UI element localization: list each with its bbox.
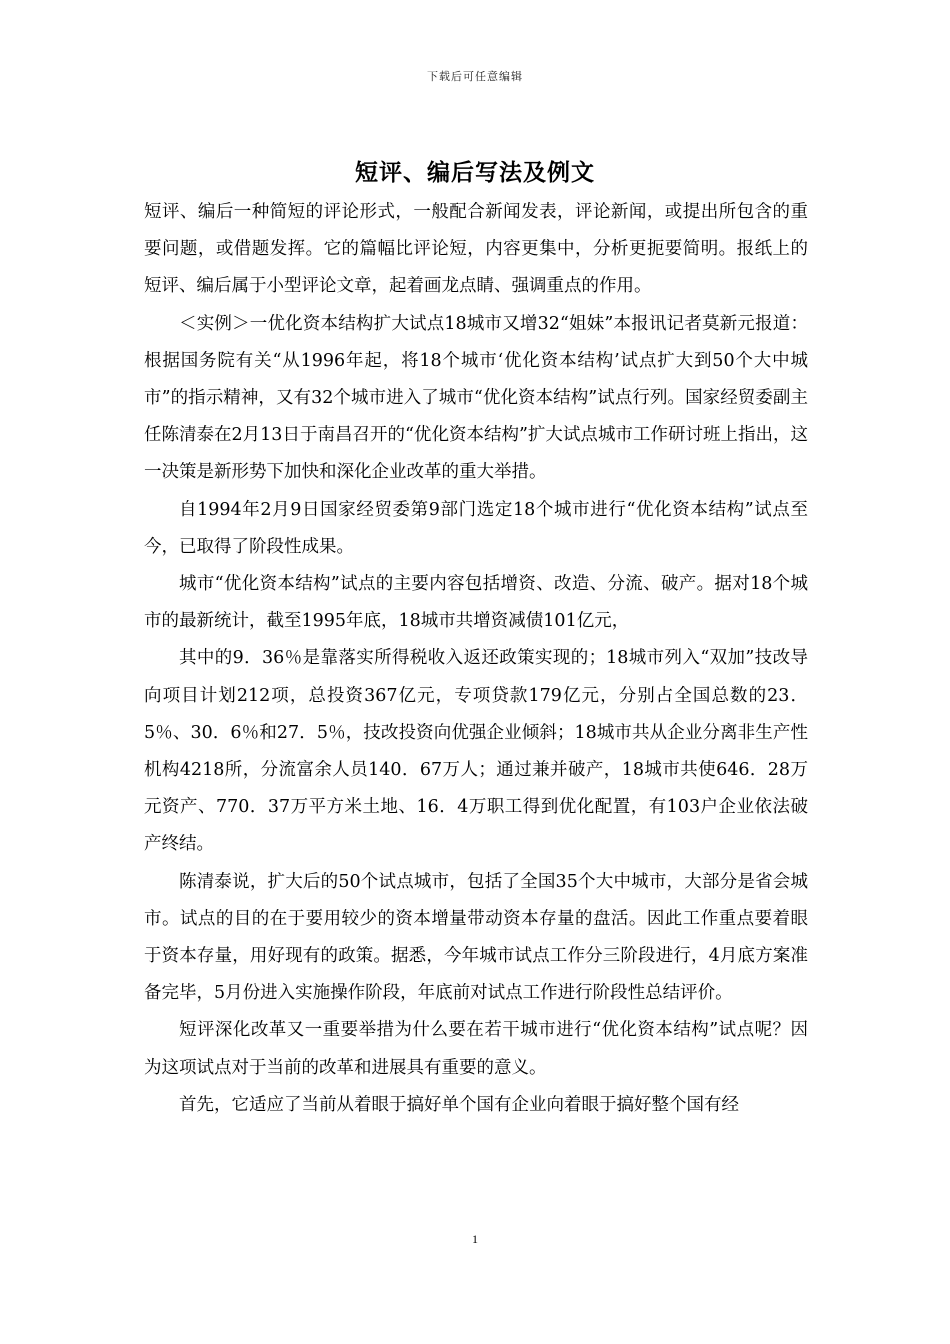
paragraph-progress: 自1994年2月9日国家经贸委第9部门选定18个城市进行“优化资本结构”试点至今，已取得了阶段性成果。 [144, 499, 808, 557]
page-number: 1 [472, 1232, 478, 1246]
header-note: 下载后可任意编辑 [427, 70, 523, 83]
paragraph-content: 城市“优化资本结构”试点的主要内容包括增资、改造、分流、破产。据对18个城市的最新统计，截至1995年底，18城市共增资减债101亿元， [144, 574, 808, 632]
paragraph-first-point: 首先，它适应了当前从着眼于搞好单个国有企业向着眼于搞好整个国有经 [179, 1094, 739, 1115]
paragraph-chen-qingtai: 陈清泰说，扩大后的50个试点城市，包括了全国35个大中城市，大部分是省会城市。试点的目的在于要用较少的资本增量带动资本存量的盘活。因此工作重点要着眼于资本存量，用好现有的政策。据悉，今年城市试点工作分三阶段进行，4月底方案准备完毕，5月份进入实施操作阶段，年底前对试点工作进行阶段性总结评价。 [144, 871, 808, 1004]
document-title: 短评、编后写法及例文 [355, 159, 595, 186]
paragraph-example-news: ＜实例＞一优化资本结构扩大试点18城市又增32“姐妹”本报讯记者莫新元报道：根据国务院有关“从1996年起，将18个城市‘优化资本结构’试点扩大到50个大中城市”的指示精神，又有32个城市进入了城市“优化资本结构”试点行列。国家经贸委副主任陈清泰在2月13日于南昌召开的“优化资本结构”扩大试点城市工作研讨班上指出，这一决策是新形势下加快和深化企业改革的重大举措。 [144, 313, 808, 483]
paragraph-intro: 短评、编后一种简短的评论形式，一般配合新闻发表，评论新闻，或提出所包含的重要问题，或借题发挥。它的篇幅比评论短，内容更集中，分析更扼要简明。报纸上的短评、编后属于小型评论文章，起着画龙点睛、强调重点的作用。 [144, 202, 808, 297]
paragraph-statistics: 其中的9．36％是靠落实所得税收入返还政策实现的；18城市列入“双加”技改导向项目计划212项，总投资367亿元，专项贷款179亿元，分别占全国总数的23．5％、30．6％和27．5％，技改投资向优强企业倾斜；18城市共从企业分离非生产性机构4218所，分流富余人员140．67万人；通过兼并破产，18城市共使646．28万元资产、770．37万平方米土地、16．4万职工得到优化配置，有103户企业依法破产终结。 [144, 648, 808, 855]
document-body [144, 194, 808, 1124]
paragraph-short-comment: 短评深化改革又一重要举措为什么要在若干城市进行“优化资本结构”试点呢？因为这项试点对于当前的改革和进展具有重要的意义。 [144, 1020, 808, 1078]
